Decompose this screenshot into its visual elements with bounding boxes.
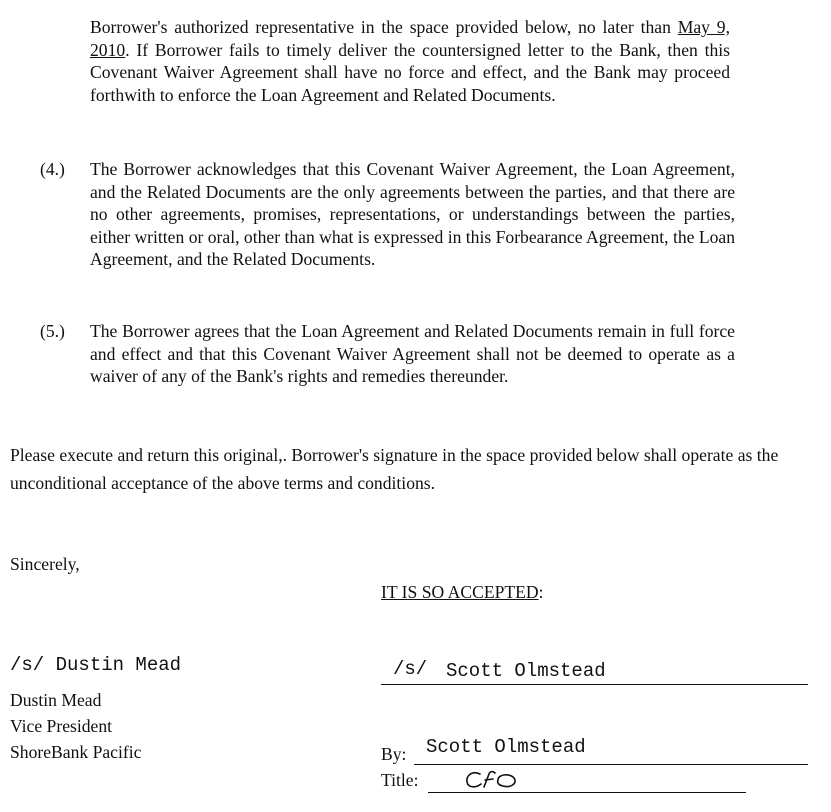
continued-text-after-date: . If Borrower fails to timely deliver the countersigned letter to the Bank, then this Covenant Waiver Agreement shall have no force and effect, and the Bank may proceed forthwith to enforce the Loan Agreement and Related Documents. <box>90 39 730 105</box>
item-number: (5.) <box>40 321 65 341</box>
by-label: By: <box>381 744 407 764</box>
by-line <box>414 764 808 765</box>
title-handwritten-cfo <box>462 768 526 792</box>
borrower-conformed-name: Scott Olmstead <box>446 660 606 682</box>
accepted-heading-text: IT IS SO ACCEPTED <box>381 582 539 602</box>
item-text: The Borrower agrees that the Loan Agreement and Related Documents remain in full force and effect and that this Covenant Waiver Agreement shall not be deemed to operate as a waiver of any of the Bank's rights and remedies thereunder. <box>90 321 735 387</box>
by-value: Scott Olmstead <box>426 736 586 758</box>
title-label: Title: <box>381 770 419 790</box>
continued-paragraph <box>90 16 730 106</box>
salutation: Sincerely, <box>10 554 80 574</box>
item-number: (4.) <box>40 159 65 179</box>
bank-signer-name: Dustin Mead <box>10 690 102 710</box>
signature-line <box>381 684 808 685</box>
bank-conformed-signature: /s/ Dustin Mead <box>10 654 182 676</box>
continued-text-before-date: Borrower's authorized representative in the space provided below, no later than <box>90 17 678 37</box>
bank-signer-title: Vice President <box>10 716 113 736</box>
numbered-item-5 <box>40 320 740 415</box>
title-line <box>428 792 746 793</box>
bank-company-name: ShoreBank Pacific <box>10 742 142 762</box>
item-text: The Borrower acknowledges that this Covenant Waiver Agreement, the Loan Agreement, and the Related Documents are the only agreements between the parties, and that there are no other agreements, promises, representations, or understandings between the parties, either written or oral, other than what is expressed in this Forbearance Agreement, the Loan Agreement, and the Related Documents. <box>90 159 735 270</box>
deadline-date: May 9, 2010 <box>90 17 730 60</box>
numbered-item-4 <box>40 158 740 298</box>
accepted-heading-colon: : <box>538 582 544 602</box>
accepted-heading <box>381 582 543 603</box>
borrower-conformed-prefix: /s/ <box>393 658 428 680</box>
closing-paragraph: Please execute and return this original,. Borrower's signature in the space provided below shall operate as the unconditional acceptance of the above terms and conditions. <box>10 445 779 493</box>
